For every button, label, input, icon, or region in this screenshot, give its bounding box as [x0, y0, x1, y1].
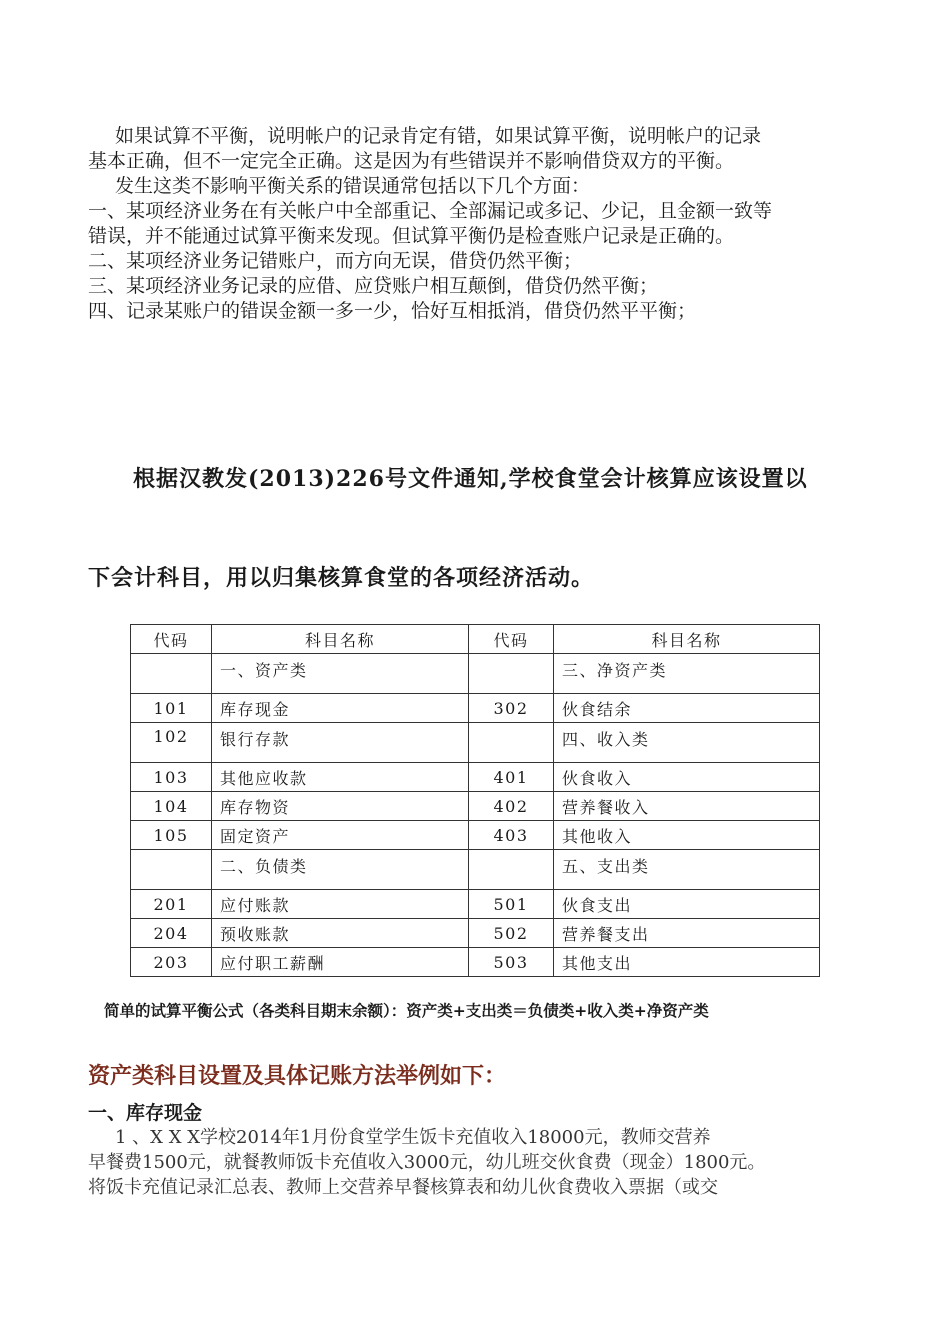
- subject-cell: 其他支出: [554, 948, 820, 977]
- code-cell: 105: [131, 821, 212, 850]
- subject-cell: 一、资产类: [212, 654, 469, 694]
- header-subject-name: 科目名称: [212, 625, 469, 654]
- code-cell: 201: [131, 890, 212, 919]
- subject-cell: 伙食支出: [554, 890, 820, 919]
- code-cell: 503: [469, 948, 554, 977]
- subject-cell: 预收账款: [212, 919, 469, 948]
- code-cell: 401: [469, 763, 554, 792]
- header-code: 代码: [131, 625, 212, 654]
- header-code: 代码: [469, 625, 554, 654]
- subject-cell: 固定资产: [212, 821, 469, 850]
- subject-cell: 库存物资: [212, 792, 469, 821]
- subject-cell: 应付职工薪酬: [212, 948, 469, 977]
- code-cell: 204: [131, 919, 212, 948]
- subject-cell: 应付账款: [212, 890, 469, 919]
- code-cell: 403: [469, 821, 554, 850]
- intro-line: 一、某项经济业务在有关帐户中全部重记、全部漏记或多记、少记，且金额一致等: [88, 200, 773, 222]
- intro-line: 四、记录某账户的错误金额一多一少，恰好互相抵消，借贷仍然平平衡；: [88, 300, 697, 322]
- subject-cell: 营养餐支出: [554, 919, 820, 948]
- intro-paragraph: [88, 124, 878, 324]
- table-row: [131, 919, 820, 948]
- table-row: [131, 850, 820, 890]
- code-cell: 203: [131, 948, 212, 977]
- subject-cell: 银行存款: [212, 723, 469, 763]
- intro-line: 错误，并不能通过试算平衡来发现。但试算平衡仍是检查账户记录是正确的。: [88, 225, 735, 247]
- example-paragraph: [88, 1125, 888, 1200]
- notice-line-1: 根据汉教发(2013)226号文件通知,学校食堂会计核算应该设置以: [133, 466, 808, 492]
- subject-cell: 三、净资产类: [554, 654, 820, 694]
- intro-line: 三、某项经济业务记录的应借、应贷账户相互颠倒，借贷仍然平衡；: [88, 275, 659, 297]
- header-subject-name: 科目名称: [554, 625, 820, 654]
- intro-line: 如果试算不平衡，说明帐户的记录肯定有错，如果试算平衡，说明帐户的记录: [115, 125, 762, 147]
- example-line: 将饭卡充值记录汇总表、教师上交营养早餐核算表和幼儿伙食费收入票据（或交: [88, 1177, 718, 1198]
- subject-cell: 库存现金: [212, 694, 469, 723]
- section-heading: 资产类科目设置及具体记账方法举例如下：: [88, 1064, 507, 1089]
- subject-cell: 二、负债类: [212, 850, 469, 890]
- code-cell: [469, 654, 554, 694]
- table-row: [131, 763, 820, 792]
- notice-line-2: 下会计科目，用以归集核算食堂的各项经济活动。: [88, 565, 595, 591]
- subject-cell: 营养餐收入: [554, 792, 820, 821]
- code-cell: [469, 723, 554, 763]
- table-row: [131, 792, 820, 821]
- subject-cell: 伙食收入: [554, 763, 820, 792]
- example-line: 早餐费1500元，就餐教师饭卡充值收入3000元，幼儿班交伙食费（现金）1800元。: [88, 1152, 766, 1173]
- code-cell: [131, 850, 212, 890]
- sub-heading: 一、库存现金: [88, 1102, 203, 1124]
- table-row: [131, 821, 820, 850]
- table-header-row: [131, 625, 820, 654]
- intro-line: 发生这类不影响平衡关系的错误通常包括以下几个方面：: [115, 175, 591, 197]
- subject-cell: 其他应收款: [212, 763, 469, 792]
- code-cell: 104: [131, 792, 212, 821]
- table-row: [131, 654, 820, 694]
- subject-cell: 五、支出类: [554, 850, 820, 890]
- subject-cell: 其他收入: [554, 821, 820, 850]
- code-cell: 501: [469, 890, 554, 919]
- subject-cell: 四、收入类: [554, 723, 820, 763]
- accounting-subjects-table: [130, 624, 820, 977]
- trial-balance-formula: 简单的试算平衡公式（各类科目期末余额）：资产类+支出类＝负债类+收入类+净资产类: [104, 1002, 709, 1020]
- intro-line: 二、某项经济业务记错账户，而方向无误，借贷仍然平衡；: [88, 250, 583, 272]
- table-row: [131, 723, 820, 763]
- code-cell: [131, 654, 212, 694]
- code-cell: 101: [131, 694, 212, 723]
- code-cell: [469, 850, 554, 890]
- code-cell: 402: [469, 792, 554, 821]
- intro-line: 基本正确，但不一定完全正确。这是因为有些错误并不影响借贷双方的平衡。: [88, 150, 735, 172]
- code-cell: 502: [469, 919, 554, 948]
- code-cell: 302: [469, 694, 554, 723]
- example-line: 1 、X X X学校2014年1月份食堂学生饭卡充值收入18000元，教师交营养: [115, 1127, 711, 1148]
- table-row: [131, 694, 820, 723]
- subject-cell: 伙食结余: [554, 694, 820, 723]
- code-cell: 103: [131, 763, 212, 792]
- table-row: [131, 948, 820, 977]
- table-row: [131, 890, 820, 919]
- code-cell: 102: [131, 723, 212, 763]
